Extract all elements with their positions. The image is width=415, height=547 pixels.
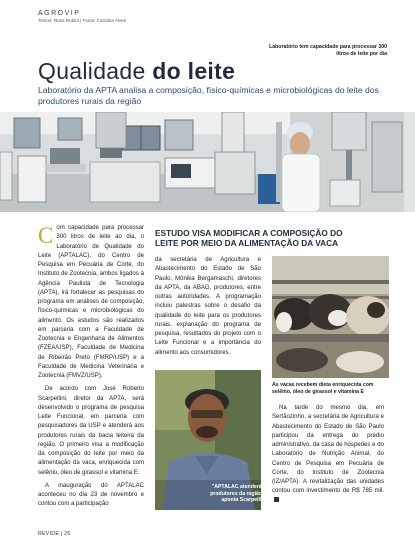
box-title: ESTUDO VISA MODIFICAR A COMPOSIÇÃO DO LEITE POR MEIO DA ALIMENTAÇÃO DA VACA [155,228,343,248]
photo-credits: Textos: Rose Rubini | Fotos: Carolina Alves [38,18,127,23]
article-subtitle: Laboratório da APTA analisa a composição, físico-químicas e microbiológicas do leite dos produtores rurais da região [38,85,379,106]
title-regular: Qualidade [38,58,153,84]
paragraph-3: A inauguração do APTALAC aconteceu no dia 23 de novembro e contou com a participação [38,482,144,508]
column-2 [155,256,261,362]
top-photo-caption: Laboratório tem capacidade para processar 300 litros de leite por dia [269,44,387,57]
column-3 [272,404,384,510]
paragraph-1 [38,224,144,381]
drop-cap: C [38,223,54,248]
portrait-quote: "APTALAC atenderá a produtores da região", aponta Scarpellini [210,484,266,503]
title-bold: do leite [152,58,236,84]
article-title [38,58,235,85]
paragraph-2: De acordo com José Roberto Scarpellini, diretor da APTA, será desenvolvido o programa de pesquisa Leite Funcional, em parceria com pesquisadores da USP e atenderá aos produtores rurais da bacia leiteira da região. O primeiro visa a modificação da composição do leite por meio da alimentação da vaca, enriquecida com selênio, óleo de girassol e vitamina E. [38,386,144,476]
section-label: AGROVIP [38,10,81,17]
cows-photo-caption: As vacas recebem dieta enriquecida com selênio, óleo de girassol e vitamina E [272,382,374,395]
lab-photo [0,112,415,212]
paragraph-4: da secretária de Agricultura e Abastecimento do Estado de São Paulo, Mônika Bergamaschi, diretores da APTA, da ABAG, produtores, entre outras autoridades. A programação incluiu palestras sobre o desafio da qualidade do leite para os produtores rurais, explanação do programa de pesquisa, resultados do projeto com o Leite Funcional e a importância do alimento aos consumidores. [155,257,261,356]
column-1 [38,224,144,514]
page-footer: REVIDE | 26 [38,531,71,537]
end-of-article-mark [274,497,279,502]
paragraph-5-text: Na tarde do mesmo dia, em Sertãozinho, a secretária de Agricultura e Abastecimento do Estado de São Paulo participou da entrega do prédio administrativo, da casa de hóspedes e do Laboratório de Nutrição Animal, do Centro de Pesquisa em Pecuária de Corte, do Instituto de Zootecnia (IZ/APTA). A revitalização das unidades contou com investimento de R$ 785 mil. [272,405,384,495]
cows-photo [272,256,389,378]
paragraph-5 [272,404,384,506]
paragraph-1-text: om capacidade para processar 300 litros de leite ao dia, o Laboratório de Qualidade do Leite (APTALAC), do Centro de Pesquisa em Pecuária de Corte, do Instituto de Zootecnia, ambos ligados à Agência Paulista de Tecnologia (APTA), irá fortalecer as pesquisas do programa em análises de composição, físico-químicas e microbiológicas do alimento. Os estudos são realizados em parceria com a Faculdade de Zootecnia e Engenharia de Alimentos (FZEA/USP), Faculdade de Medicina de Ribeirão Preto (FMRP/USP) e a Faculdade de Medicina Veterinária e Zootecnia (FMVZ/USP). [38,225,144,379]
